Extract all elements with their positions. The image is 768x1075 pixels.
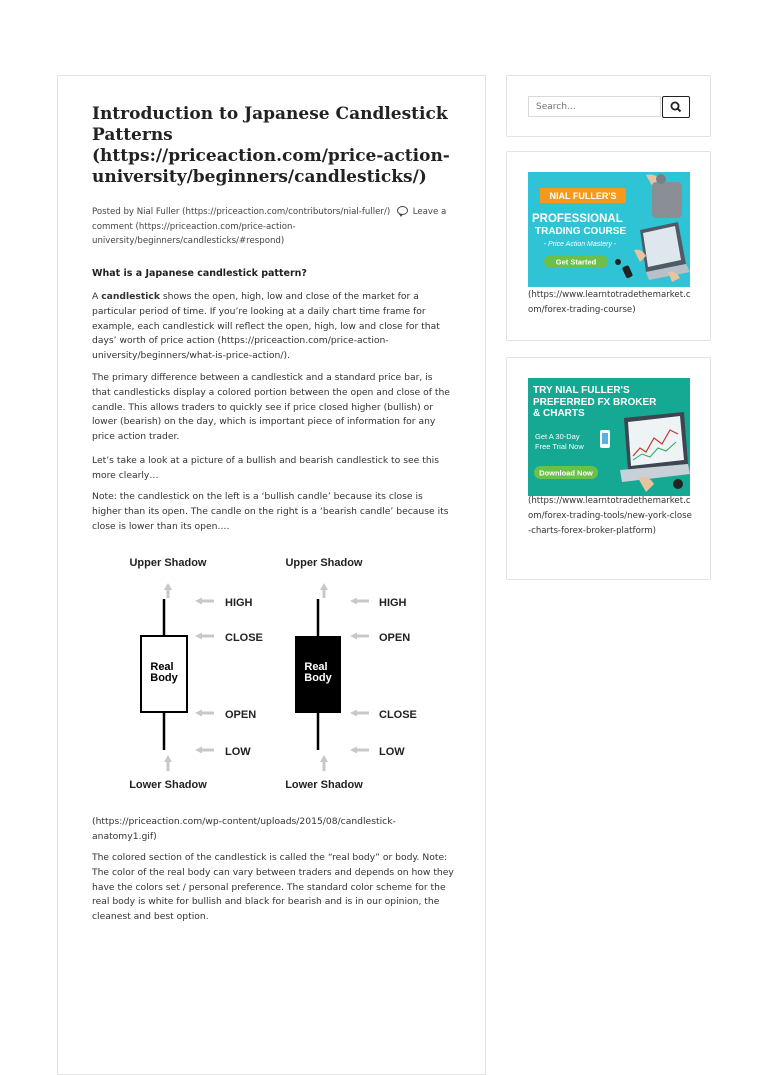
- search-icon: [663, 97, 689, 117]
- bear-body-label-2: Body: [304, 672, 332, 684]
- course-ad-cta-text: Get Started: [555, 257, 597, 267]
- broker-ad-banner[interactable]: [528, 378, 690, 496]
- broker-ad-line2: PREFERRED FX BROKER: [533, 397, 657, 408]
- paragraph-1-body[interactable]: shows the open, high, low and close of the market for a particular period of time. If you’re looking at a daily chart time frame for example, each candlestick will reflect the open, high, low and close for that days’ worth of price action (https://priceaction.com/price-action-university/beginners/what-is-price-action/).: [92, 291, 440, 362]
- side-arrows: [195, 598, 369, 754]
- upper-arrows: [164, 583, 328, 598]
- course-ad-badge-text: NIAL FULLER'S: [549, 191, 617, 201]
- section-heading: What is a Japanese candlestick pattern?: [92, 268, 307, 279]
- paragraph-1: [92, 290, 454, 364]
- bull-upper-shadow-label: Upper Shadow: [129, 557, 207, 569]
- bear-high-label: HIGH: [379, 597, 407, 609]
- broker-ad-offer1: Get A 30-Day: [535, 432, 580, 441]
- candlestick-term: candlestick: [101, 291, 160, 302]
- leave-comment-link[interactable]: Leave a comment (https://priceaction.com/price-action-university/beginners/candlesticks/#respond): [92, 207, 447, 246]
- bear-low-label: LOW: [379, 746, 405, 758]
- bull-high-label: HIGH: [225, 597, 253, 609]
- broker-ad-cta-text: Download Now: [539, 468, 593, 478]
- candlestick-anatomy-diagram[interactable]: [92, 550, 452, 800]
- bear-upper-shadow-label: Upper Shadow: [285, 557, 363, 569]
- bull-body-label-1: Real: [150, 661, 174, 673]
- course-ad-line1: PROFESSIONAL: [532, 213, 623, 225]
- broker-ad-line3: & CHARTS: [533, 408, 585, 419]
- search-button[interactable]: [662, 96, 690, 118]
- paragraph-3: Let’s take a look at a picture of a bullish and bearish candlestick to see this more clearly…: [92, 455, 439, 481]
- broker-ad-line1: TRY NIAL FULLER'S: [533, 385, 630, 396]
- broker-ad-link[interactable]: (https://www.learntotradethemarket.com/forex-trading-tools/new-york-close-charts-forex-broker-platform): [528, 496, 692, 536]
- article-title[interactable]: Introduction to Japanese Candlestick Patterns (https://priceaction.com/price-action-university/beginners/candlesticks/): [92, 104, 450, 187]
- search-widget: [506, 75, 711, 137]
- course-ad-sub: - Price Action Mastery -: [543, 241, 617, 248]
- search-input[interactable]: [528, 96, 661, 117]
- bull-open-label: OPEN: [225, 709, 257, 721]
- course-ad-widget: [506, 151, 711, 341]
- course-ad-banner[interactable]: [528, 172, 690, 287]
- paragraph-1-lead: A: [92, 291, 102, 302]
- comment-icon: [397, 206, 408, 215]
- author-link[interactable]: Posted by Nial Fuller (https://priceaction.com/contributors/nial-fuller/): [92, 207, 391, 217]
- paragraph-5: The colored section of the candlestick is called the “real body” or body. Note: The color of the real body can vary between traders and depends on how they have the colors set / personal preference. The standard color scheme for the real body is white for bullish and black for bearish and is in our opinion, the cleanest and best option.: [92, 852, 454, 923]
- post-meta: [92, 205, 452, 249]
- course-ad-link[interactable]: (https://www.learntotradethemarket.com/forex-trading-course): [528, 290, 691, 315]
- bear-close-label: CLOSE: [379, 709, 417, 721]
- bear-open-label: OPEN: [379, 632, 411, 644]
- bear-body-label-1: Real: [304, 661, 328, 673]
- paragraph-4: Note: the candlestick on the left is a ‘bullish candle’ because its close is higher than its open. The candle on the right is a ‘bearish candle’ because its close is lower than its open.…: [92, 491, 449, 532]
- broker-ad-offer2: Free Trial Now: [535, 442, 584, 451]
- bear-lower-shadow-label: Lower Shadow: [285, 779, 363, 791]
- bull-lower-shadow-label: Lower Shadow: [129, 779, 207, 791]
- bull-low-label: LOW: [225, 746, 251, 758]
- bull-body-label-2: Body: [150, 672, 178, 684]
- course-ad-line2: TRADING COURSE: [535, 226, 627, 237]
- bull-close-label: CLOSE: [225, 632, 263, 644]
- paragraph-2: The primary difference between a candlestick and a standard price bar, is that candlesticks display a colored portion between the open and close of the candle. This allows traders to quickly see if price closed higher (bullish) or lower (bearish) on the day, which is important piece of information for any price action trader.: [92, 372, 450, 443]
- broker-ad-widget: [506, 357, 711, 580]
- image-caption-link[interactable]: (https://priceaction.com/wp-content/uploads/2015/08/candlestick-anatomy1.gif): [92, 816, 396, 842]
